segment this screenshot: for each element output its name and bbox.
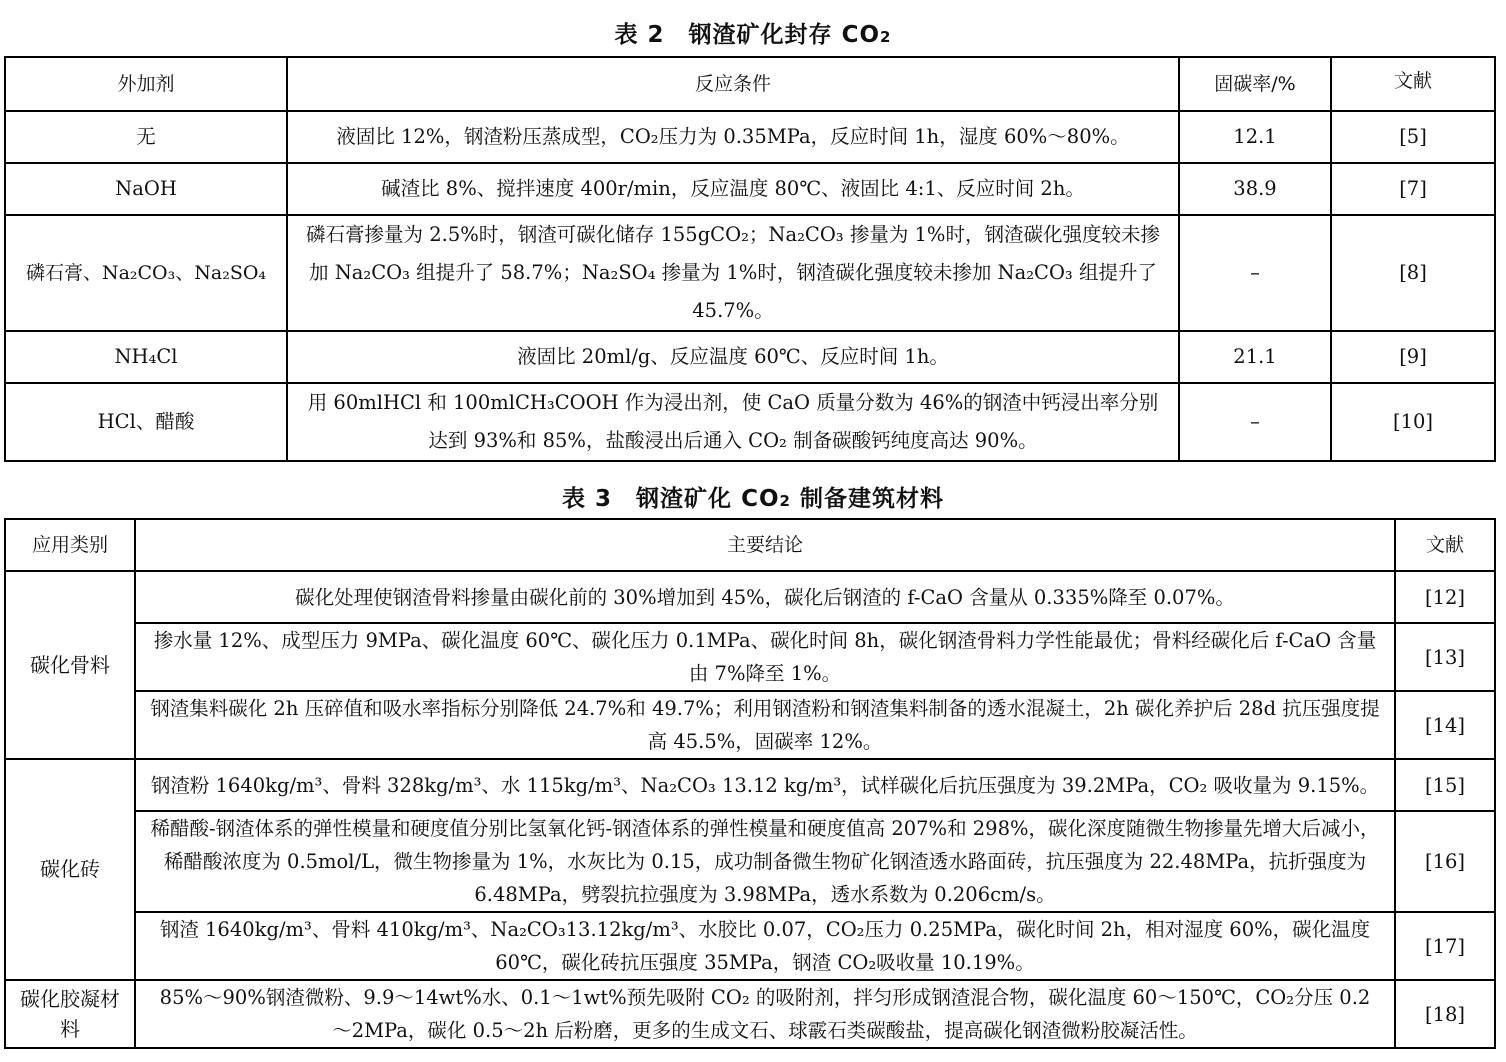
table2-header-rate: 固碳率/% xyxy=(1179,57,1331,111)
conclusion-cell: 钢渣 1640kg/m³、骨料 410kg/m³、Na₂CO₃13.12kg/m³、水胶比 0.07，CO₂压力 0.25MPa，碳化时间 2h，相对湿度 60%，碳化温度 60℃，碳化砖抗压强度 35MPa，钢渣 CO₂吸收量 10.19%。 xyxy=(135,912,1395,980)
category-cell: 碳化砖 xyxy=(5,759,135,980)
condition-cell: 碱渣比 8%、搅拌速度 400r/min，反应温度 80℃、液固比 4:1、反应时间 2h。 xyxy=(287,163,1179,215)
condition-cell: 液固比 12%，钢渣粉压蒸成型，CO₂压力为 0.35MPa，反应时间 1h，湿度 60%～80%。 xyxy=(287,111,1179,163)
table3-header-ref: 文献 xyxy=(1395,519,1495,571)
ref-cell: [5] xyxy=(1331,111,1495,163)
rate-cell: 38.9 xyxy=(1179,163,1331,215)
category-cell: 碳化胶凝材料 xyxy=(5,980,135,1048)
table-row xyxy=(5,912,1495,980)
table2-header-ref: 文献 xyxy=(1331,57,1495,111)
conclusion-cell: 钢渣集料碳化 2h 压碎值和吸水率指标分别降低 24.7%和 49.7%；利用钢渣粉和钢渣集料制备的透水混凝土，2h 碳化养护后 28d 抗压强度提高 45.5%，固碳率 12%。 xyxy=(135,691,1395,759)
ref-cell: [17] xyxy=(1395,912,1495,980)
ref-cell: [15] xyxy=(1395,759,1495,811)
conclusion-cell: 稀醋酸-钢渣体系的弹性模量和硬度值分别比氢氧化钙-钢渣体系的弹性模量和硬度值高 207%和 298%，碳化深度随微生物掺量先增大后减小，稀醋酸浓度为 0.5mol/L，微生物掺量为 1%，水灰比为 0.15，成功制备微生物矿化钢渣透水路面砖，抗压强度为 22.48MPa，抗折强度为 6.48MPa，劈裂抗拉强度为 3.98MPa，透水系数为 0.206cm/s。 xyxy=(135,811,1395,912)
additive-cell: 磷石膏、Na₂CO₃、Na₂SO₄ xyxy=(5,215,287,331)
ref-cell: [9] xyxy=(1331,331,1495,383)
ref-cell: [14] xyxy=(1395,691,1495,759)
condition-cell: 用 60mlHCl 和 100mlCH₃COOH 作为浸出剂，使 CaO 质量分数为 46%的钢渣中钙浸出率分别达到 93%和 85%，盐酸浸出后通入 CO₂ 制备碳酸钙纯度高达 90%。 xyxy=(287,383,1179,461)
additive-cell: 无 xyxy=(5,111,287,163)
additive-cell: NH₄Cl xyxy=(5,331,287,383)
table-row xyxy=(5,811,1495,912)
table-row xyxy=(5,331,1495,383)
table2-header-condition: 反应条件 xyxy=(287,57,1179,111)
table2-header-row xyxy=(5,57,1495,111)
table-row xyxy=(5,691,1495,759)
table3-caption-tail: 制备建筑材料 xyxy=(790,486,944,512)
conclusion-cell: 钢渣粉 1640kg/m³、骨料 328kg/m³、水 115kg/m³、Na₂CO₃ 13.12 kg/m³，试样碳化后抗压强度为 39.2MPa，CO₂ 吸收量为 9.15%。 xyxy=(135,759,1395,811)
table3-header-row xyxy=(5,519,1495,571)
ref-cell: [16] xyxy=(1395,811,1495,912)
conclusion-cell: 85%～90%钢渣微粉、9.9～14wt%水、0.1～1wt%预先吸附 CO₂ 的吸附剂，拌匀形成钢渣混合物，碳化温度 60～150℃，CO₂分压 0.2～2MPa，碳化 0.5～2h 后粉磨，更多的生成文石、球霰石类碳酸盐，提高碳化钢渣微粉胶凝活性。 xyxy=(135,980,1395,1048)
table-row xyxy=(5,571,1495,623)
ref-cell: [8] xyxy=(1331,215,1495,331)
additive-cell: HCl、醋酸 xyxy=(5,383,287,461)
table3-header-conclusion: 主要结论 xyxy=(135,519,1395,571)
table3-caption-subscript: 2 xyxy=(779,492,791,510)
rate-cell: – xyxy=(1179,215,1331,331)
ref-cell: [12] xyxy=(1395,571,1495,623)
table3-caption-text: 表 3 钢渣矿化 CO xyxy=(562,486,780,512)
ref-cell: [13] xyxy=(1395,623,1495,691)
table3 xyxy=(4,518,1496,1049)
category-cell: 碳化骨料 xyxy=(5,571,135,759)
conclusion-cell: 掺水量 12%、成型压力 9MPa、碳化温度 60℃、碳化压力 0.1MPa、碳化时间 8h，碳化钢渣骨料力学性能最优；骨料经碳化后 f-CaO 含量由 7%降至 1%。 xyxy=(135,623,1395,691)
table-row xyxy=(5,383,1495,461)
table2-caption-text: 表 2 钢渣矿化封存 CO xyxy=(614,22,880,48)
rate-cell: – xyxy=(1179,383,1331,461)
rate-cell: 12.1 xyxy=(1179,111,1331,163)
ref-cell: [10] xyxy=(1331,383,1495,461)
table-row xyxy=(5,215,1495,331)
conclusion-cell: 碳化处理使钢渣骨料掺量由碳化前的 30%增加到 45%，碳化后钢渣的 f-CaO 含量从 0.335%降至 0.07%。 xyxy=(135,571,1395,623)
table-row xyxy=(5,759,1495,811)
table3-header-category: 应用类别 xyxy=(5,519,135,571)
table-row xyxy=(5,980,1495,1048)
table-row xyxy=(5,111,1495,163)
table2-caption xyxy=(0,16,1506,49)
table2-caption-subscript: 2 xyxy=(880,28,892,46)
condition-cell: 液固比 20ml/g、反应温度 60℃、反应时间 1h。 xyxy=(287,331,1179,383)
table-row xyxy=(5,163,1495,215)
condition-cell: 磷石膏掺量为 2.5%时，钢渣可碳化储存 155gCO₂；Na₂CO₃ 掺量为 1%时，钢渣碳化强度较未掺加 Na₂CO₃ 组提升了 58.7%；Na₂SO₄ 掺量为 1%时，钢渣碳化强度较未掺加 Na₂CO₃ 组提升了 45.7%。 xyxy=(287,215,1179,331)
table2-header-additive: 外加剂 xyxy=(5,57,287,111)
rate-cell: 21.1 xyxy=(1179,331,1331,383)
table-row xyxy=(5,623,1495,691)
ref-cell: [7] xyxy=(1331,163,1495,215)
table3-caption xyxy=(0,480,1506,513)
additive-cell: NaOH xyxy=(5,163,287,215)
ref-cell: [18] xyxy=(1395,980,1495,1048)
table2 xyxy=(4,56,1496,462)
